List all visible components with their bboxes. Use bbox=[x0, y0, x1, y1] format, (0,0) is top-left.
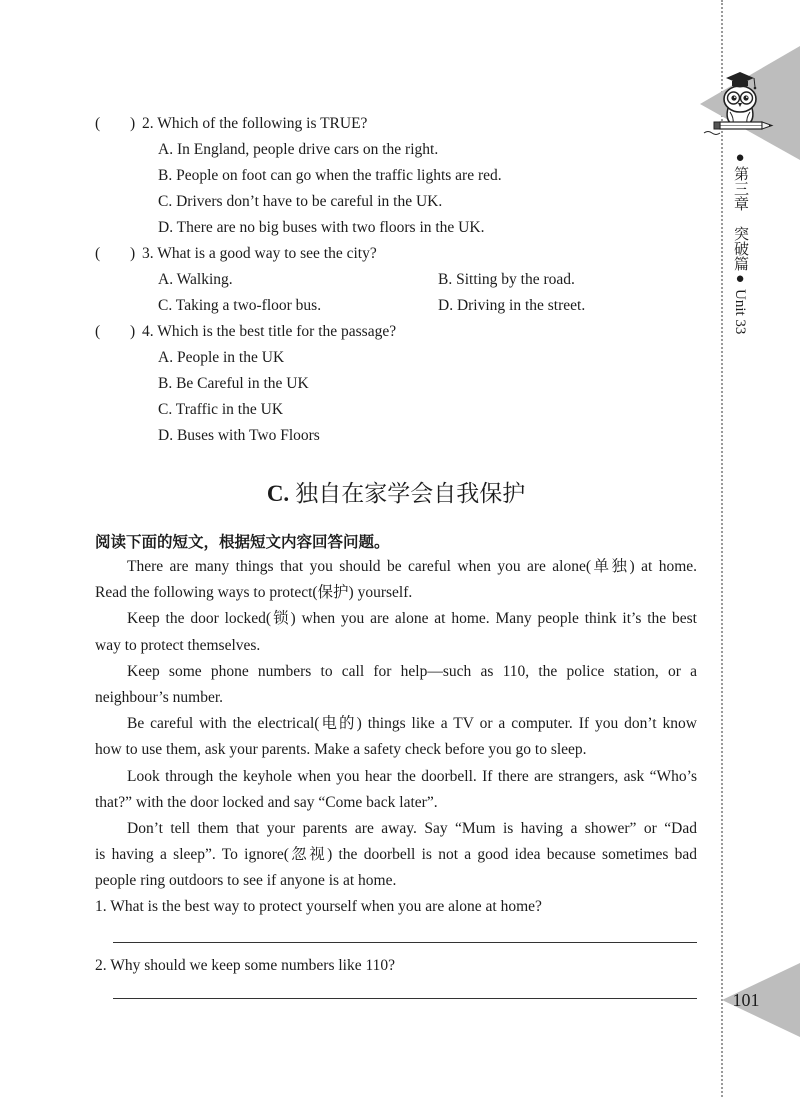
answer-line-2 bbox=[113, 998, 697, 999]
question-stem: 4. Which is the best title for the passage? bbox=[142, 323, 397, 340]
page-number: 101 bbox=[732, 990, 760, 1010]
option-row bbox=[95, 345, 695, 371]
passage-line: how to use them, ask your parents. Make a safety check before you go to sleep. bbox=[95, 741, 587, 759]
question-stem: 3. What is a good way to see the city? bbox=[142, 245, 377, 262]
answer-option: B. Be Careful in the UK bbox=[158, 375, 309, 392]
answer-bracket-close: ) bbox=[130, 245, 136, 262]
passage-line: There are many things that you should be careful when you are alone(单独) at home. bbox=[127, 558, 697, 575]
answer-bracket-close: ) bbox=[130, 323, 136, 340]
passage-line: is having a sleep”. To ignore(忽视) the doorbell is not a good idea because sometimes bad bbox=[95, 846, 697, 864]
question-2 bbox=[95, 111, 695, 137]
answer-option: A. Walking. bbox=[158, 271, 233, 288]
option-row bbox=[95, 267, 695, 293]
unit-label: Unit 33 bbox=[732, 289, 748, 335]
part-label: 突破篇● bbox=[732, 226, 748, 287]
answer-option: C. Drivers don’t have to be careful in the UK. bbox=[158, 193, 443, 210]
reading-passage bbox=[95, 554, 697, 894]
answer-option: D. Buses with Two Floors bbox=[158, 427, 320, 444]
question-4 bbox=[95, 319, 695, 345]
chapter-side-label bbox=[731, 150, 749, 334]
reading-instruction: 阅读下面的短文，根据短文内容回答问题。 bbox=[95, 534, 390, 551]
comprehension-question-1: 1. What is the best way to protect yourself when you are alone at home? bbox=[95, 898, 542, 915]
option-row bbox=[95, 137, 695, 163]
passage-line: Keep some phone numbers to call for help—such as 110, the police station, or a bbox=[127, 662, 697, 680]
answer-bracket-open: ( bbox=[95, 245, 101, 262]
option-row bbox=[95, 189, 695, 215]
answer-option: A. In England, people drive cars on the right. bbox=[158, 141, 439, 158]
option-row bbox=[95, 397, 695, 423]
chapter-tab-graphic bbox=[700, 40, 800, 165]
option-row bbox=[95, 423, 695, 449]
question-3 bbox=[95, 241, 695, 267]
multiple-choice-questions bbox=[95, 111, 695, 449]
passage-line: that?” with the door locked and say “Come back later”. bbox=[95, 793, 438, 811]
answer-option: A. People in the UK bbox=[158, 349, 285, 366]
answer-option: B. Sitting by the road. bbox=[438, 271, 575, 288]
answer-bracket-open: ( bbox=[95, 115, 101, 132]
answer-option: C. Taking a two-floor bus. bbox=[158, 297, 322, 314]
section-title-text: 独自在家学会自我保护 bbox=[295, 480, 526, 506]
passage-line: Read the following ways to protect(保护) yourself. bbox=[95, 584, 413, 602]
comprehension-question-2: 2. Why should we keep some numbers like 110? bbox=[95, 957, 396, 974]
passage-line: Keep the door locked(锁) when you are alone at home. Many people think it’s the best bbox=[127, 610, 697, 628]
passage-line: people ring outdoors to see if anyone is at home. bbox=[95, 872, 397, 890]
passage-line: Look through the keyhole when you hear the doorbell. If there are strangers, ask “Who’s bbox=[127, 767, 697, 785]
answer-line-1 bbox=[113, 942, 697, 943]
answer-option: C. Traffic in the UK bbox=[158, 401, 284, 418]
option-row bbox=[95, 163, 695, 189]
section-letter: C. bbox=[266, 481, 290, 506]
option-row bbox=[95, 215, 695, 241]
option-row bbox=[95, 293, 695, 319]
answer-option: D. There are no big buses with two floors in the UK. bbox=[158, 219, 485, 236]
chapter-label: ●第三章 bbox=[732, 150, 748, 211]
answer-option: D. Driving in the street. bbox=[438, 297, 586, 314]
section-title bbox=[95, 478, 697, 508]
option-row bbox=[95, 371, 695, 397]
passage-line: Don’t tell them that your parents are away. Say “Mum is having a shower” or “Dad bbox=[127, 819, 697, 837]
answer-bracket-open: ( bbox=[95, 323, 101, 340]
passage-line: way to protect themselves. bbox=[95, 636, 261, 654]
answer-option: B. People on foot can go when the traffic lights are red. bbox=[158, 167, 502, 184]
answer-bracket-close: ) bbox=[130, 115, 136, 132]
passage-line: neighbour’s number. bbox=[95, 688, 224, 706]
question-stem: 2. Which of the following is TRUE? bbox=[142, 115, 368, 132]
passage-line: Be careful with the electrical(电的) things like a TV or a computer. If you don’t know bbox=[127, 715, 697, 733]
